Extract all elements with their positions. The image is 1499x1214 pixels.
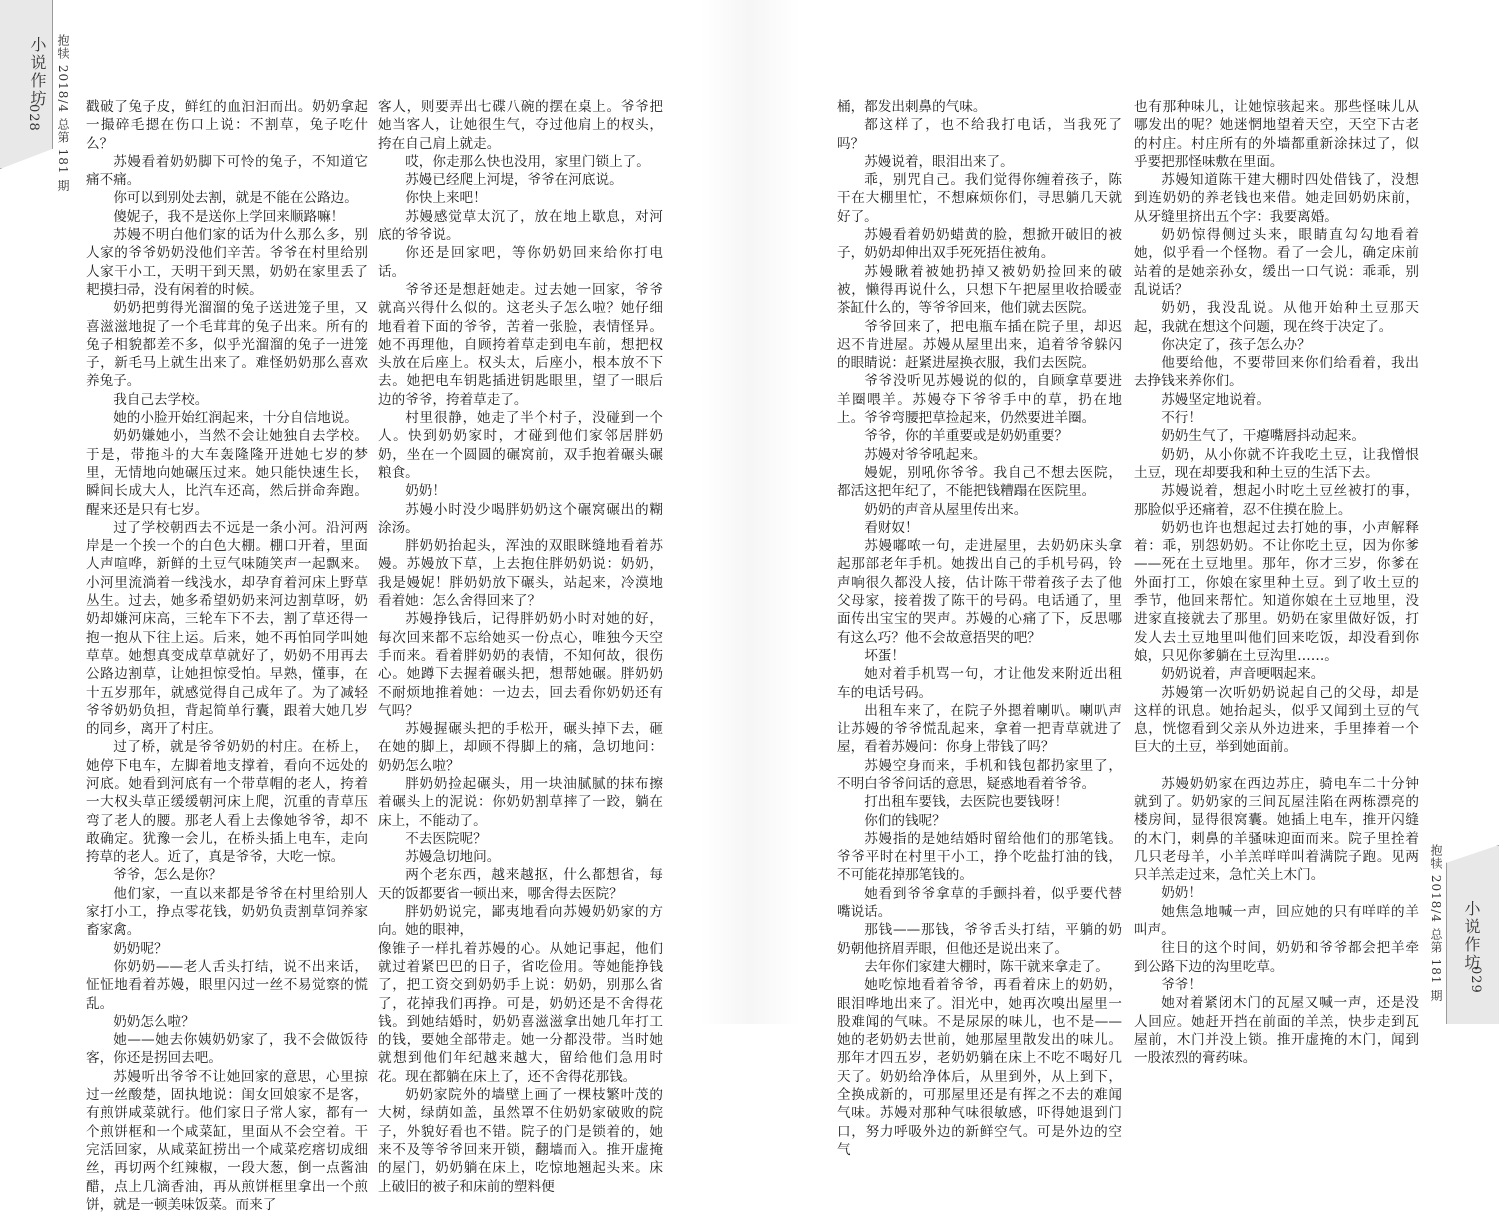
paragraph: 奶奶把剪得光溜溜的兔子送进笼子里，又喜滋滋地捉了一个毛茸茸的兔子出来。所有的兔子相貌都差不多，似乎光溜溜的兔子一进笼子，新毛马上就生出来了。难怪奶奶那么喜欢养兔子。 bbox=[86, 300, 368, 390]
paragraph: 那钱——那钱，爷爷舌头打结，平躺的奶奶朝他挤眉弄眼，但他还是说出来了。 bbox=[837, 922, 1122, 957]
paragraph: 她——她去你姨奶奶家了，我不会做饭待客，你还是拐回去吧。 bbox=[86, 1032, 368, 1067]
paragraph: 像锥子一样扎着苏嫚的心。从她记事起，他们就过着紧巴巴的日子，省吃俭用。等她能挣钱了，把工资交到奶奶手上说：奶奶，别那么省了，花掉我们再挣。可是，奶奶还是不舍得花钱。到她结婚时，奶奶喜滋滋拿出她几年打工的钱，要她全部带走。她一分都没带。当时她就想到他们年纪越来越大，留给他们急用时花。现在都躺在床上了，还不舍得花那钱。 bbox=[378, 940, 663, 1085]
paragraph: 她的小脸开始红润起来，十分自信地说。 bbox=[113, 410, 358, 427]
paragraph: 苏嫚急切地问。 bbox=[405, 849, 501, 866]
paragraph: 苏嫚指的是她结婚时留给他们的那笔钱。爷爷平时在村里干小工，挣个吃盐打油的钱，不可能花掉那笔钱的。 bbox=[837, 830, 1122, 884]
right-running-head: 抱犊 2018/4 总第 181 期 bbox=[1429, 844, 1443, 1003]
paragraph: 苏嫚小时没少喝胖奶奶这个碾窝碾出的糊涂汤。 bbox=[378, 501, 663, 536]
paragraph: 苏嫚奶奶家在西边苏庄，骑电车二十分钟就到了。奶奶家的三间瓦屋洼陷在两栋漂亮的楼房间，显得很窝囊。她插上电车，推开闪缝的木门，刺鼻的羊骚味迎面而来。院子里拴着几只老母羊，小羊羔咩咩叫着满院子跑。见两只羊羔走过来，急忙关上木门。 bbox=[1134, 775, 1419, 884]
paragraph: 爷爷回来了，把电瓶车插在院子里，却迟迟不肯进屋。苏嫚从屋里出来，追着爷爷躲闪的眼睛说：赶紧进屋换衣服，我们去医院。 bbox=[837, 318, 1122, 372]
left-column-name: 小说作坊 bbox=[28, 36, 47, 108]
paragraph: 爷爷，你的羊重要或是奶奶重要？ bbox=[864, 428, 1069, 445]
paragraph: 乖，别咒自己。我们觉得你缠着孩子，陈干在大棚里忙，不想麻烦你们，寻思躺几天就好了。 bbox=[837, 172, 1122, 225]
paragraph: 奶奶的声音从屋里传出来。 bbox=[864, 501, 1028, 518]
paragraph: 苏嫚握碾头把的手松开，碾头掉下去，砸在她的脚上，却顾不得脚上的痛，急切地问：奶奶怎么啦？ bbox=[378, 721, 663, 774]
paragraph: 去年你们家建大棚时，陈干就来拿走了。 bbox=[864, 958, 1109, 975]
paragraph: 苏嫚第一次听奶奶说起自己的父母，却是这样的讯息。她抬起头，似乎又闻到土豆的气息，恍惚看到父亲从外边进来，手里捧着一个巨大的土豆，举到她面前。 bbox=[1134, 684, 1419, 756]
paragraph: 她焦急地喊一声，回应她的只有咩咩的羊叫声。 bbox=[1134, 903, 1419, 939]
paragraph: 打出租车要钱，去医院也要钱呀！ bbox=[864, 794, 1069, 811]
paragraph: 苏嫚嘟哝一句，走进屋里，去奶奶床头拿起那部老年手机。她拨出自己的手机号码，铃声响很久都没人接，估计陈干带着孩子去了他父母家，接着拨了陈干的号码。电话通了，里面传出宝宝的哭声。苏嫚的心痛了下，反思哪有这么巧？他不会故意捂哭的吧？ bbox=[837, 538, 1122, 646]
paragraph: 奶奶嫌她小，当然不会让她独自去学校。于是，带拖斗的大车轰隆隆开进她七岁的梦里，无情地向她碾压过来。她只能快速生长，瞬间长成大人，比汽车还高，然后拼命奔跑。醒来还是只有七岁。 bbox=[86, 428, 368, 518]
paragraph: 她对着紧闭木门的瓦屋又喊一声，还是没人回应。她赶开挡在前面的羊羔，快步走到瓦屋前，木门并没上锁。推开虚掩的木门，闻到一股浓烈的膏药味。 bbox=[1134, 995, 1419, 1067]
paragraph: 苏嫚说着，想起小时吃土豆丝被打的事，那脸似乎还痛着，忍不住摸在脸上。 bbox=[1134, 483, 1419, 518]
paragraph: 也有那种味儿，让她惊骇起来。那些怪味儿从哪发出的呢？她迷惘地望着天空，天空下古老的村庄。村庄所有的外墙都重新涂抹过了，似乎要把那怪味敷在里面。 bbox=[1134, 99, 1419, 170]
paragraph: 奶奶生气了，干瘪嘴唇抖动起来。 bbox=[1161, 428, 1366, 445]
paragraph: 坏蛋！ bbox=[864, 647, 905, 664]
paragraph: 苏嫚知道陈干建大棚时四处借钱了，没想到连奶奶的养老钱也来借。她走回奶奶床前，从牙缝里挤出五个字：我要离婚。 bbox=[1134, 172, 1419, 225]
paragraph: 她对着手机骂一句，才让他发来附近出租车的电话号码。 bbox=[837, 666, 1122, 701]
paragraph: 她看到爷爷拿草的手颤抖着，似乎要代替嘴说话。 bbox=[837, 885, 1122, 921]
paragraph: 苏嫚听出爷爷不让她回家的意思，心里掠过一丝酸楚，固执地说：闺女回娘家不是客，有煎饼咸菜就行。他们家日子常人家，都有一个煎饼框和一个咸菜缸，里面从不会空着。干完活回家，从咸菜缸捞出一个咸菜疙瘩切成细丝，再切两个红辣椒，一段大葱，倒一点酱油醋，点上几滴香油，再从煎饼框里拿出一个煎饼，就是一顿美味饭菜。而来了 bbox=[86, 1068, 368, 1213]
paragraph: 爷爷没听见苏嫚说的似的，自顾拿草要进羊圈喂羊。苏嫚夺下爷爷手中的草，扔在地上。爷爷弯腰把草捡起来，仍然要进羊圈。 bbox=[837, 373, 1122, 427]
paragraph: 奶奶惊得侧过头来，眼睛直勾勾地看着她，似乎看一个怪物。看了一会儿，确定床前站着的是她亲孙女，缓出一口气说：乖乖，别乱说话？ bbox=[1134, 227, 1419, 298]
paragraph: 村里很静，她走了半个村子，没碰到一个人。快到奶奶家时，才碰到他们家邻居胖奶奶，坐在一个圆圆的碾窝前，双手抱着碾头碾粮食。 bbox=[378, 410, 663, 481]
paragraph: 爷爷还是想赶她走。过去她一回家，爷爷就高兴得什么似的。这老头子怎么啦？她仔细地看着下面的爷爷，苦着一张脸，表情怪异。她不再理他，自顾挎着草走到电车前，想把权头放在后座上。权头太，后座小，根本放不下去。她把电车钥匙插进钥匙眼里，望了一眼后边的爷爷，挎着草走了。 bbox=[378, 281, 663, 408]
text-column-3 bbox=[837, 98, 1122, 1159]
paragraph: 你决定了，孩子怎么办？ bbox=[1161, 336, 1311, 353]
paragraph: 奶奶！ bbox=[1161, 885, 1202, 902]
paragraph: 奶奶，我没乱说。从他开始种土豆那天起，我就在想这个问题，现在终于决定了。 bbox=[1134, 300, 1419, 335]
paragraph: 客人，则要弄出七碟八碗的摆在桌上。爷爷把她当客人，让她很生气，夺过他肩上的杈头，挎在自己肩上就走。 bbox=[378, 99, 663, 152]
paragraph: 他要给他，不要带回来你们给看着，我出去挣钱来养你们。 bbox=[1134, 355, 1419, 390]
paragraph: 苏嫚对爷爷吼起来。 bbox=[864, 446, 987, 463]
paragraph: 苏嫚坚定地说着。 bbox=[1161, 391, 1270, 408]
paragraph: 他们家，一直以来都是爷爷在村里给别人家打小工，挣点零花钱，奶奶负责割草饲养家畜家禽。 bbox=[86, 885, 368, 939]
paragraph: 傻妮子，我不是送你上学回来顺路嘛！ bbox=[113, 208, 345, 225]
paragraph: 嫚妮，别吼你爷爷。我自己不想去医院，都活这把年纪了，不能把钱糟蹋在医院里。 bbox=[837, 464, 1122, 500]
paragraph: 奶奶也许也想起过去打她的事，小声解释着：乖，别怨奶奶。不让你吃土豆，因为你爹——死在土豆地里。那年，你才三岁，你爹在外面打工，你娘在家里种土豆。到了收土豆的季节，他回来帮忙。知道你娘在土豆地里，没进家直接就去了那里。奶奶在家里做好饭，打发人去土豆地里叫他们回来吃饭，却没看到你娘，只见你爹躺在土豆沟里……。 bbox=[1134, 519, 1419, 664]
paragraph: 你快上来吧！ bbox=[405, 190, 487, 207]
right-page-number: 029 bbox=[1468, 966, 1483, 994]
paragraph: 苏嫚挣钱后，记得胖奶奶小时对她的好，每次回来都不忘给她买一份点心，唯独今天空手而来。看着胖奶奶的表情，不知何故，很伤心。她蹲下去握着碾头把，想帮她碾。胖奶奶不耐烦地推着她：一边去，回去看你奶奶还有气吗？ bbox=[378, 611, 663, 719]
paragraph: 苏嫚不明白他们家的话为什么那么多，别人家的爷爷奶奶没他们辛苦。爷爷在村里给别人家干小工，天明干到天黑，奶奶在家里丢了耙摸扫帚，没有闲着的时候。 bbox=[86, 227, 368, 298]
paragraph: 她吃惊地看着爷爷，再看着床上的奶奶，眼泪哗地出来了。泪光中，她再次嗅出屋里一股难闻的气味。不是尿尿的味儿，也不是——她的老奶奶去世前，她那屋里散发出的味儿。那年才四五岁，老奶奶躺在床上不吃不喝好几天了。奶奶给净体后，从里到外，从上到下，全换成新的，可那屋里还是有挥之不去的难闻气味。苏嫚对那种气味很敏感，吓得她退到门口，努力呼吸外边的新鲜空气。可是外边的空气 bbox=[837, 977, 1122, 1158]
paragraph: 你还是回家吧，等你奶奶回来给你打电话。 bbox=[378, 245, 663, 280]
paragraph: 桶，都发出刺鼻的气味。 bbox=[837, 99, 987, 115]
paragraph: 奶奶，从小你就不许我吃土豆，让我憎恨土豆，现在却要我和种土豆的生活下去。 bbox=[1134, 446, 1419, 481]
left-running-head: 抱犊 2018/4 总第 181 期 bbox=[56, 34, 70, 193]
paragraph: 哎，你走那么快也没用，家里门锁上了。 bbox=[405, 153, 650, 170]
right-column-name: 小说作坊 bbox=[1462, 900, 1481, 972]
paragraph: 胖奶奶说完，鄙夷地看向苏嫚奶奶家的方向。她的眼神， bbox=[378, 904, 663, 939]
paragraph: 奶奶说着，声音哽咽起来。 bbox=[1161, 666, 1325, 683]
paragraph: 苏嫚说着，眼泪出来了。 bbox=[864, 153, 1014, 170]
paragraph: 看财奴！ bbox=[864, 519, 919, 536]
paragraph: 奶奶家院外的墙壁上画了一棵枝繁叶茂的大树，绿荫如盖，虽然罩不住奶奶家破败的院子，外貌好看也不错。院子的门是锁着的，她来不及等爷爷回来开锁，翻墙而入。推开虚掩的屋门，奶奶躺在床上，吃惊地翘起头来。床上破旧的被子和床前的塑料便 bbox=[378, 1087, 663, 1195]
paragraph: 爷爷！ bbox=[1161, 976, 1202, 993]
paragraph: 爷爷，怎么是你？ bbox=[113, 867, 222, 884]
left-page-number: 028 bbox=[26, 104, 41, 132]
paragraph: 你可以到别处去割，就是不能在公路边。 bbox=[113, 190, 358, 207]
paragraph: 往日的这个时间，奶奶和爷爷都会把羊牵到公路下边的沟里吃草。 bbox=[1134, 940, 1419, 975]
text-column-4 bbox=[1134, 98, 1419, 1067]
text-column-2 bbox=[378, 98, 663, 1196]
paragraph: 苏嫚看着奶奶蜡黄的脸，想掀开破旧的被子，奶奶却伸出双手死死捂住被角。 bbox=[837, 227, 1122, 262]
paragraph: 过了桥，就是爷爷奶奶的村庄。在桥上，她停下电车，左脚着地支撑着，看向不远处的河底。她看到河底有一个带草帽的老人，挎着一大权头草正缓缓朝河床上爬，沉重的青草压弯了老人的腰。那老人看上去像她爷爷，却不敢确定。犹豫一会儿，在桥头插上电车，走向挎草的老人。近了，真是爷爷，大吃一惊。 bbox=[86, 739, 368, 866]
paragraph: 都这样了，也不给我打电话，当我死了吗？ bbox=[837, 117, 1122, 152]
paragraph: 苏嫚感觉草太沉了，放在地上歇息，对河底的爷爷说。 bbox=[378, 208, 663, 244]
paragraph: 苏嫚瞅着被她扔掉又被奶奶捡回来的破被，懒得再说什么，只想下午把屋里收拾暖壶茶缸什么的，等爷爷回来，他们就去医院。 bbox=[837, 263, 1122, 317]
text-column-1 bbox=[86, 98, 368, 1214]
paragraph: 你奶奶——老人舌头打结，说不出来话，怔怔地看着苏嫚，眼里闪过一丝不易觉察的慌乱。 bbox=[86, 958, 368, 1012]
paragraph: 过了学校朝西去不远是一条小河。沿河两岸是一个挨一个的白色大棚。棚口开着，里面人声喧哗，新鲜的土豆气味随笑声一起飘来。小河里流淌着一线浅水，却孕育着河床上野草丛生。过去，她多希望奶奶来河边割草呀，奶奶却嫌河床高，三轮车下不去，割了草还得一抱一抱从下往上运。后来，她不再怕同学叫她草草。她想真变成草草就好了，奶奶不用再去公路边割草，让她担惊受怕。早熟，懂事，在十五岁那年，就感觉得自己成年了。为了减轻爷爷奶奶负担，背起简单行囊，跟着大她几岁的同乡，离开了村庄。 bbox=[86, 519, 368, 738]
paragraph: 苏嫚空身而来，手机和钱包都扔家里了，不明白爷爷问话的意思，疑惑地看着爷爷。 bbox=[837, 757, 1122, 792]
paragraph: 奶奶怎么啦？ bbox=[113, 1013, 195, 1030]
paragraph: 奶奶！ bbox=[405, 483, 446, 500]
paragraph: 不去医院呢？ bbox=[405, 830, 487, 847]
paragraph: 出租车来了，在院子外摁着喇叭。喇叭声让苏嫚的爷爷慌乱起来，拿着一把青草就进了屋，看着苏嫚问：你身上带钱了吗？ bbox=[837, 702, 1122, 756]
page-gutter bbox=[700, 0, 800, 1024]
paragraph: 胖奶奶捡起碾头，用一块油腻腻的抹布擦着碾头上的泥说：你奶奶割草摔了一跤，躺在床上，不能动了。 bbox=[378, 775, 663, 829]
paragraph: 我自己去学校。 bbox=[113, 391, 209, 408]
paragraph: 戳破了兔子皮，鲜红的血汩汩而出。奶奶拿起一撮碎毛摁在伤口上说：不割草，兔子吃什么？ bbox=[86, 99, 368, 152]
paragraph: 不行！ bbox=[1161, 410, 1202, 427]
paragraph: 胖奶奶抬起头，浑浊的双眼眯缝地看着苏嫚。苏嫚放下草，上去抱住胖奶奶说：奶奶，我是嫚妮！胖奶奶放下碾头，站起来，冷漠地看着她：怎么舍得回来了？ bbox=[378, 538, 663, 610]
paragraph: 苏嫚已经爬上河堤，爷爷在河底说。 bbox=[405, 172, 623, 189]
paragraph: 两个老东西，越来越抠，什么都想省，每天的饭都要省一顿出来，哪舍得去医院？ bbox=[378, 867, 663, 902]
paragraph: 奶奶呢？ bbox=[113, 940, 168, 957]
paragraph: 你们的钱呢？ bbox=[864, 812, 946, 829]
paragraph: 苏嫚看着奶奶脚下可怜的兔子，不知道它痛不痛。 bbox=[86, 153, 368, 189]
